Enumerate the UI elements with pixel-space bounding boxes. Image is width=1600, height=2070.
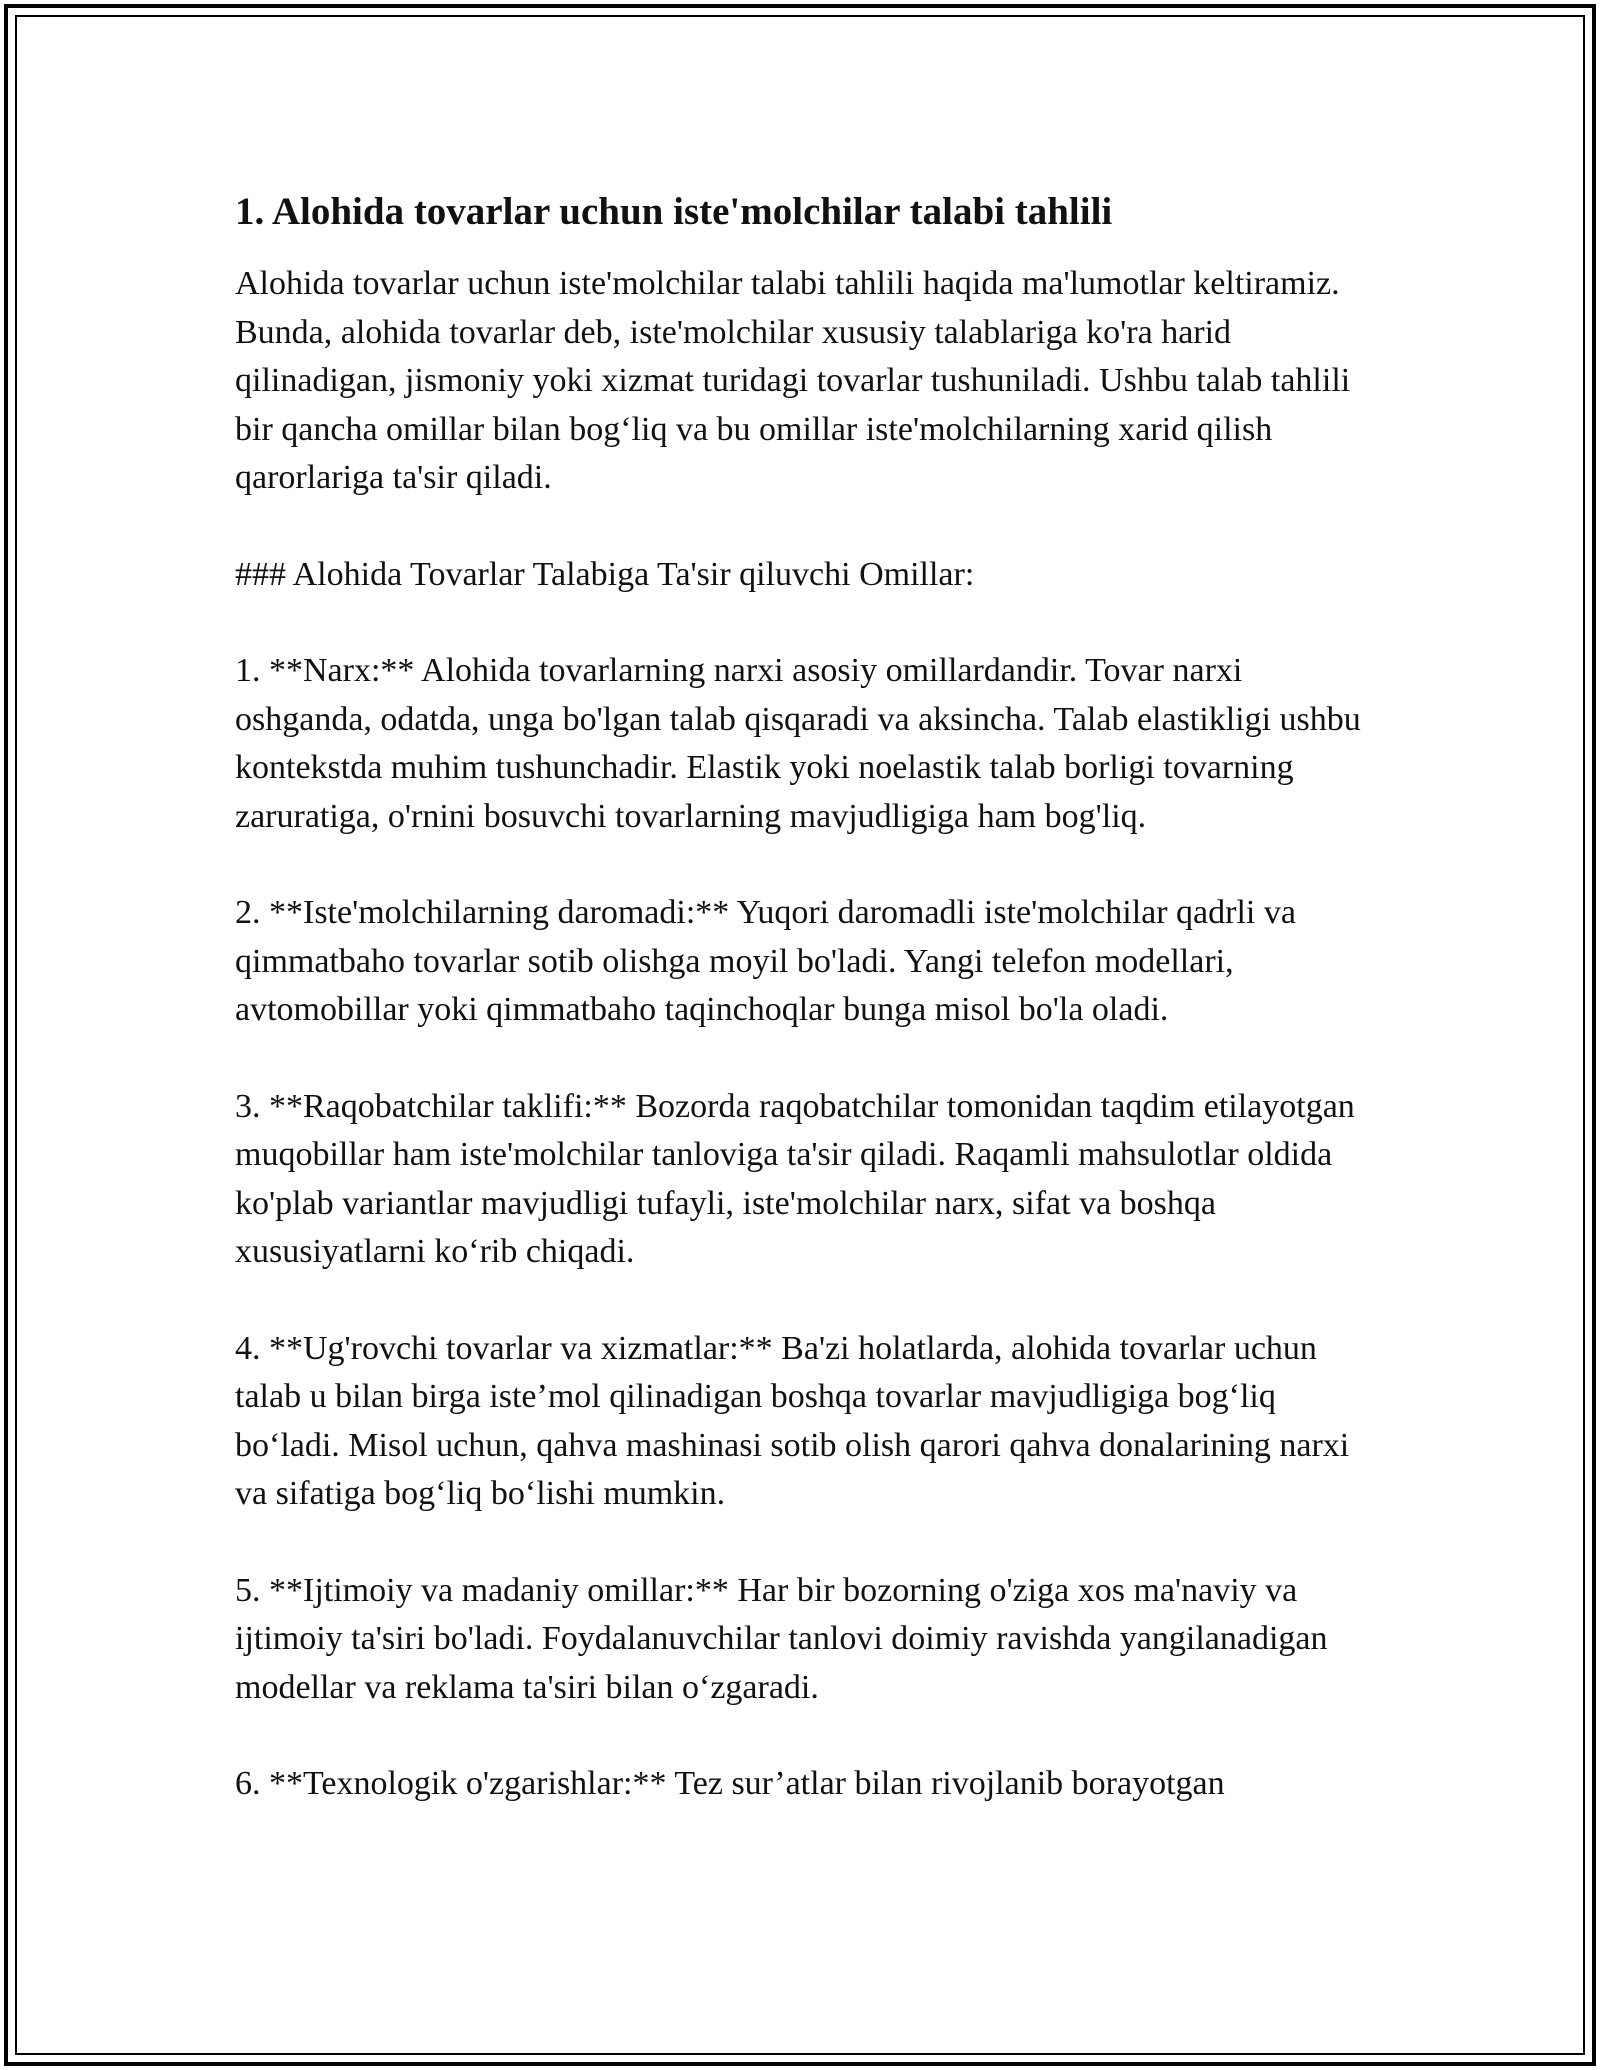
list-item-daromad: 2. **Iste'molchilarning daromadi:** Yuqori daromadli iste'molchilar qadrli va qimmatbaho tovarlar sotib olishga moyil bo'ladi. Yangi telefon modellari, avtomobillar yoki qimmatbaho taqinchoqlar bunga misol bo'la oladi. <box>235 894 1296 1028</box>
intro-paragraph: Alohida tovarlar uchun iste'molchilar talabi tahlili haqida ma'lumotlar keltiramiz. Bunda, alohida tovarlar deb, iste'molchilar xususiy talablariga ko'ra harid qilinadigan, jismoniy yoki xizmat turidagi tovarlar tushuniladi. Ushbu talab tahlili bir qancha omillar bilan bog‘liq va bu omillar iste'molchilarning xarid qilish qarorlariga ta'sir qiladi. <box>235 265 1351 496</box>
list-item-ugrovchi-tovarlar: 4. **Ug'rovchi tovarlar va xizmatlar:** Ba'zi holatlarda, alohida tovarlar uchun talab u bilan birga iste’mol qilinadigan boshqa tovarlar mavjudligiga bog‘liq bo‘ladi. Misol uchun, qahva mashinasi sotib olish qarori qahva donalarining narxi va sifatiga bog‘liq bo‘lishi mumkin. <box>235 1329 1350 1512</box>
list-item-narx: 1. **Narx:** Alohida tovarlarning narxi asosiy omillardandir. Tovar narxi oshganda, odatda, unga bo'lgan talab qisqaradi va aksincha. Talab elastikligi ushbu kontekstda muhim tushunchadir. Elastik yoki noelastik talab borligi tovarning zaruratiga, o'rnini bosuvchi tovarlarning mavjudligiga ham bog'liq. <box>235 652 1361 835</box>
list-item-raqobatchilar: 3. **Raqobatchilar taklifi:** Bozorda raqobatchilar tomonidan taqdim etilayotgan muqobillar ham iste'molchilar tanloviga ta'sir qiladi. Raqamli mahsulotlar oldida ko'plab variantlar mavjudligi tufayli, iste'molchilar narx, sifat va boshqa xususiyatlarni ko‘rib chiqadi. <box>235 1087 1355 1270</box>
list-item-ijtimoiy-omillar: 5. **Ijtimoiy va madaniy omillar:** Har bir bozorning o'ziga xos ma'naviy va ijtimoiy ta'siri bo'ladi. Foydalanuvchilar tanlovi doimiy ravishda yangilanadigan modellar va reklama ta'siri bilan o‘zgaradi. <box>235 1571 1328 1706</box>
document-body <box>235 186 1365 1857</box>
section-heading-markdown: ### Alohida Tovarlar Talabiga Ta'sir qiluvchi Omillar: <box>235 555 975 593</box>
list-item-texnologik: 6. **Texnologik o'zgarishlar:** Tez sur’atlar bilan rivojlanib borayotgan <box>235 1765 1225 1802</box>
document-title: 1. Alohida tovarlar uchun iste'molchilar talabi tahlili <box>235 190 1113 233</box>
